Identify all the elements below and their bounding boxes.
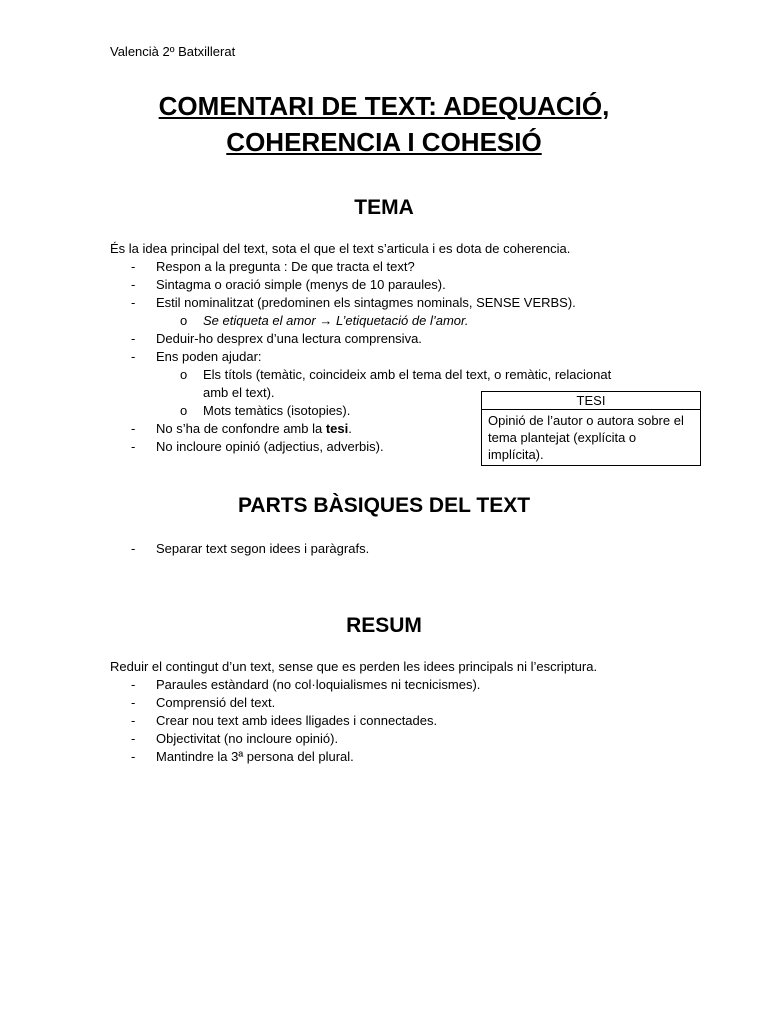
list-item-text: Mantindre la 3ª persona del plural. [156,749,354,764]
list-item-text [156,420,352,438]
circle-bullet: o [180,313,188,328]
tema-intro: És la idea principal del text, sota el que el text s’articula i es dota de coherencia. [110,241,571,256]
list-item-text: Paraules estàndard (no col·loquialismes ni tecnicismes). [156,677,481,692]
dash-bullet: - [131,259,136,274]
list-item-text: No incloure opinió (adjectius, adverbis). [156,439,384,454]
tesi-box-title: TESI [482,392,700,410]
dash-bullet: - [131,349,136,364]
list-item-text: Sintagma o oració simple (menys de 10 paraules). [156,277,446,292]
dash-bullet: - [131,331,136,346]
page-title-line-1: COMENTARI DE TEXT: ADEQUACIÓ, [158,91,610,121]
tesi-box-text: Opinió de l’autor o autora sobre el tema plantejat (explícita o implícita). [488,413,684,462]
dash-bullet: - [131,295,136,310]
list-item-text: Separar text segon idees i paràgrafs. [156,541,370,556]
dash-bullet: - [131,277,136,292]
tema-heading: TEMA [354,196,414,219]
list-item-text: Objectivitat (no incloure opinió). [156,731,339,746]
circle-bullet: o [180,403,188,418]
parts-heading: PARTS BÀSIQUES DEL TEXT [237,494,531,517]
list-item-text: Deduir-ho desprex d’una lectura comprensiva. [156,331,422,346]
list-item-text: Ens poden ajudar: [156,349,262,364]
resum-heading: RESUM [346,614,422,637]
example-text [203,312,468,330]
dash-bullet: - [131,677,136,692]
tesi-bold-term: tesi [325,421,349,436]
list-item-text: Respon a la pregunta : De que tracta el text? [156,259,415,274]
arrow-right-icon: → [319,313,333,328]
page-title [0,88,768,160]
page-title-line-2: COHERENCIA I COHESIÓ [226,127,542,157]
list-item-text: Estil nominalitzat (predominen els sintagmes nominals, SENSE VERBS). [156,295,576,310]
dash-bullet: - [131,731,136,746]
confondre-end: . [348,421,352,436]
sub-list-item-text: Els títols (temàtic, coincideix amb el tema del text, o remàtic, relacionat [203,367,612,382]
list-item-text: Crear nou text amb idees lligades i connectades. [156,713,438,728]
dash-bullet: - [131,421,136,436]
list-item-text: Comprensió del text. [156,695,276,710]
circle-bullet: o [180,367,188,382]
dash-bullet: - [131,695,136,710]
sub-list-item-text: amb el text). [203,385,275,400]
course-header: Valencià 2º Batxillerat [110,44,236,59]
example-part-1: Se etiqueta el amor [203,313,316,328]
dash-bullet: - [131,749,136,764]
dash-bullet: - [131,439,136,454]
example-part-2: L’etiquetació de l’amor. [335,313,469,328]
dash-bullet: - [131,541,136,556]
confondre-text: No s’ha de confondre amb la [156,421,326,436]
sub-list-item-text: Mots temàtics (isotopies). [203,403,351,418]
tesi-definition-box [481,391,701,466]
dash-bullet: - [131,713,136,728]
resum-intro: Reduir el contingut d’un text, sense que es perden les idees principals ni l’escriptura. [110,659,598,674]
